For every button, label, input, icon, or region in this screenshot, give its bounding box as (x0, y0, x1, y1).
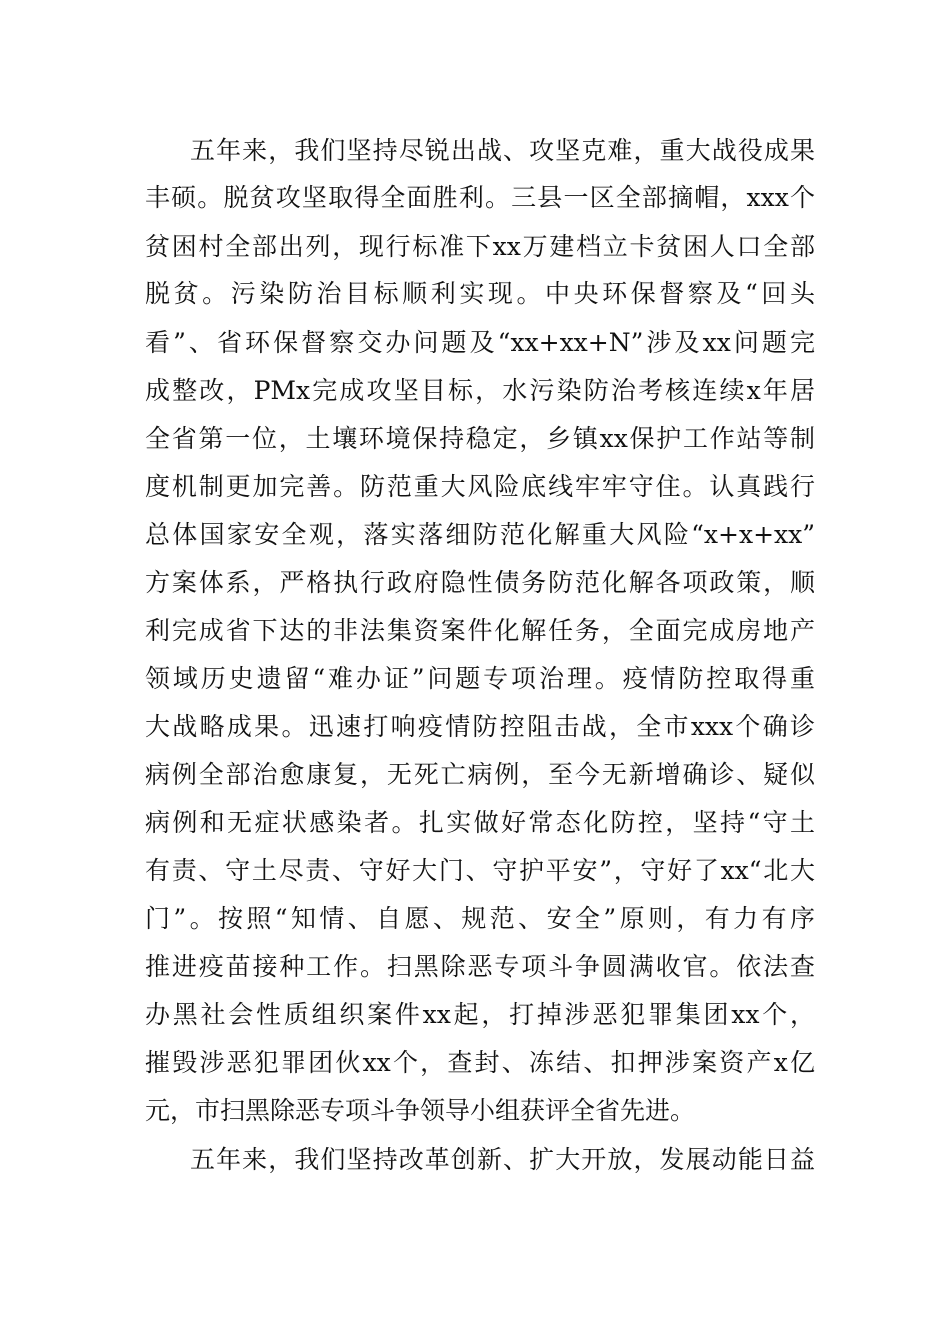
paragraph-1-line-18: 推进疫苗接种工作。扫黑除恶专项斗争圆满收官。依法查 (145, 952, 815, 981)
paragraph-1-line-15: 病例和无症状感染者。扎实做好常态化防控，坚持“守土 (145, 808, 815, 837)
paragraph-1-line-11: 利完成省下达的非法集资案件化解任务，全面完成房地产 (145, 616, 815, 645)
paragraph-1-line-6: 成整改，PMx完成攻坚目标，水污染防治考核连续x年居 (145, 376, 815, 405)
paragraph-1-line-4: 脱贫。污染防治目标顺利实现。中央环保督察及“回头 (145, 279, 815, 308)
paragraph-1-line-10: 方案体系，严格执行政府隐性债务防范化解各项政策，顺 (145, 568, 815, 597)
paragraph-1-line-3: 贫困村全部出列，现行标准下xx万建档立卡贫困人口全部 (145, 232, 815, 261)
paragraph-1-line-19: 办黑社会性质组织案件xx起，打掉涉恶犯罪集团xx个， (145, 1000, 815, 1029)
paragraph-1-line-12: 领域历史遗留“难办证”问题专项治理。疫情防控取得重 (145, 664, 815, 693)
paragraph-1-line-14: 病例全部治愈康复，无死亡病例，至今无新增确诊、疑似 (145, 760, 815, 789)
paragraph-1-line-20: 摧毁涉恶犯罪团伙xx个，查封、冻结、扣押涉案资产x亿 (145, 1048, 815, 1077)
paragraph-1-line-8: 度机制更加完善。防范重大风险底线牢牢守住。认真践行 (145, 472, 815, 501)
paragraph-1-line-16: 有责、守土尽责、守好大门、守护平安”，守好了xx“北大 (145, 856, 815, 885)
paragraph-1-line-7: 全省第一位，土壤环境保持稳定，乡镇xx保护工作站等制 (145, 424, 815, 453)
paragraph-1-line-21: 元，市扫黑除恶专项斗争领导小组获评全省先进。 (145, 1096, 696, 1125)
paragraph-1-line-13: 大战略成果。迅速打响疫情防控阻击战，全市xxx个确诊 (145, 712, 815, 741)
paragraph-1-line-1: 五年来，我们坚持尽锐出战、攻坚克难，重大战役成果 (190, 136, 815, 165)
paragraph-1-line-9: 总体国家安全观，落实落细防范化解重大风险“x+x+xx” (145, 520, 815, 549)
paragraph-1-line-2: 丰硕。脱贫攻坚取得全面胜利。三县一区全部摘帽，xxx个 (145, 183, 815, 212)
paragraph-1-line-17: 门”。按照“知情、自愿、规范、安全”原则，有力有序 (145, 904, 815, 933)
paragraph-1-line-5: 看”、省环保督察交办问题及“xx+xx+N”涉及xx问题完 (145, 328, 815, 357)
paragraph-2-line-1: 五年来，我们坚持改革创新、扩大开放，发展动能日益 (190, 1145, 815, 1174)
